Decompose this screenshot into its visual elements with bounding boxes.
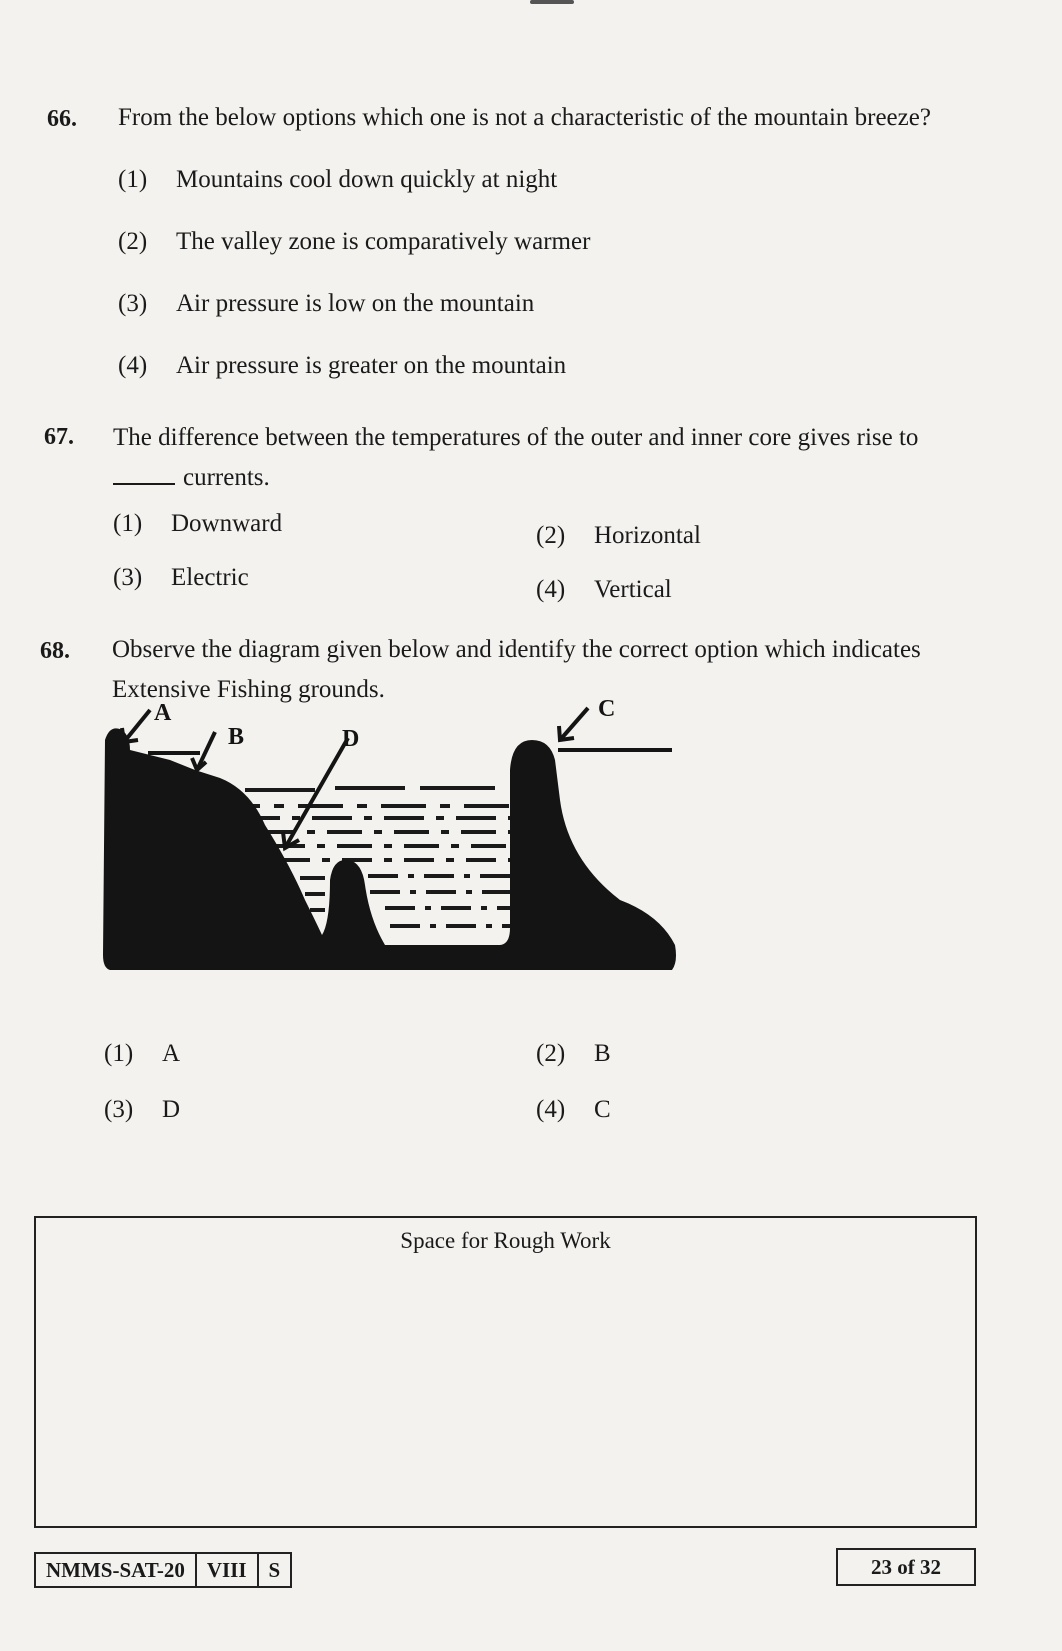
question-66-number: 66.	[47, 106, 77, 132]
page-number: 23 of 32	[836, 1548, 976, 1586]
option-text: Air pressure is greater on the mountain	[176, 352, 567, 379]
fishing-grounds-diagram	[100, 700, 710, 1020]
option-number: (2)	[536, 1040, 566, 1067]
diagram-label-b: B	[228, 724, 245, 750]
option-number: (2)	[118, 228, 148, 255]
question-67-number: 67.	[44, 424, 74, 450]
q67-option-4[interactable]	[536, 576, 672, 604]
q66-option-3[interactable]	[118, 290, 534, 318]
option-text: B	[594, 1040, 611, 1067]
option-number: (1)	[118, 166, 148, 193]
question-66-text: From the below options which one is not a characteristic of the mountain breeze?	[118, 104, 931, 131]
q68-option-3[interactable]	[104, 1096, 180, 1124]
option-text: The valley zone is comparatively warmer	[176, 228, 591, 255]
option-text: Electric	[171, 564, 249, 591]
option-number: (1)	[104, 1040, 134, 1067]
q68-option-4[interactable]	[536, 1096, 611, 1124]
rough-work-box[interactable]	[34, 1216, 977, 1528]
question-68-text: Observe the diagram given below and identify the correct option which indicates	[112, 636, 921, 663]
diagram-label-c: C	[598, 700, 616, 722]
arrow-c	[559, 708, 588, 740]
option-text: A	[162, 1040, 181, 1067]
exam-class: VIII	[197, 1554, 259, 1586]
option-text: Air pressure is low on the mountain	[176, 290, 535, 317]
page-top-mark	[530, 0, 574, 4]
q66-option-4[interactable]	[118, 352, 566, 380]
exam-code: NMMS-SAT-20	[36, 1554, 197, 1586]
question-68-text-line2: Extensive Fishing grounds.	[112, 676, 385, 703]
option-number: (2)	[536, 522, 566, 549]
question-68-number: 68.	[40, 638, 70, 664]
option-number: (4)	[118, 352, 148, 379]
option-number: (3)	[104, 1096, 134, 1123]
question-67-text-line2: currents.	[113, 458, 270, 498]
q66-option-1[interactable]	[118, 166, 557, 194]
exam-code-box	[34, 1552, 292, 1588]
diagram-label-a: A	[154, 700, 172, 726]
q68-option-2[interactable]	[536, 1040, 611, 1068]
option-text: Vertical	[594, 576, 672, 603]
option-text: Mountains cool down quickly at night	[176, 166, 558, 193]
option-number: (1)	[113, 510, 143, 537]
landmass-shape	[103, 728, 676, 970]
rough-work-title: Space for Rough Work	[400, 1228, 611, 1253]
option-text: D	[162, 1096, 181, 1123]
q68-option-1[interactable]	[104, 1040, 180, 1068]
option-text: Downward	[171, 510, 283, 537]
q67-option-3[interactable]	[113, 564, 249, 592]
diagram-label-d: D	[342, 726, 360, 752]
option-number: (4)	[536, 1096, 566, 1123]
arrow-a	[122, 710, 150, 742]
option-number: (4)	[536, 576, 566, 603]
q67-option-2[interactable]	[536, 522, 701, 550]
fill-in-blank	[113, 483, 175, 485]
q67-option-1[interactable]	[113, 510, 282, 538]
option-text: C	[594, 1096, 611, 1123]
option-number: (3)	[118, 290, 148, 317]
exam-set: S	[268, 1557, 281, 1582]
option-text: Horizontal	[594, 522, 701, 549]
q66-option-2[interactable]	[118, 228, 590, 256]
question-67-text: The difference between the temperatures of the outer and inner core gives rise to	[113, 424, 919, 451]
option-number: (3)	[113, 564, 143, 591]
